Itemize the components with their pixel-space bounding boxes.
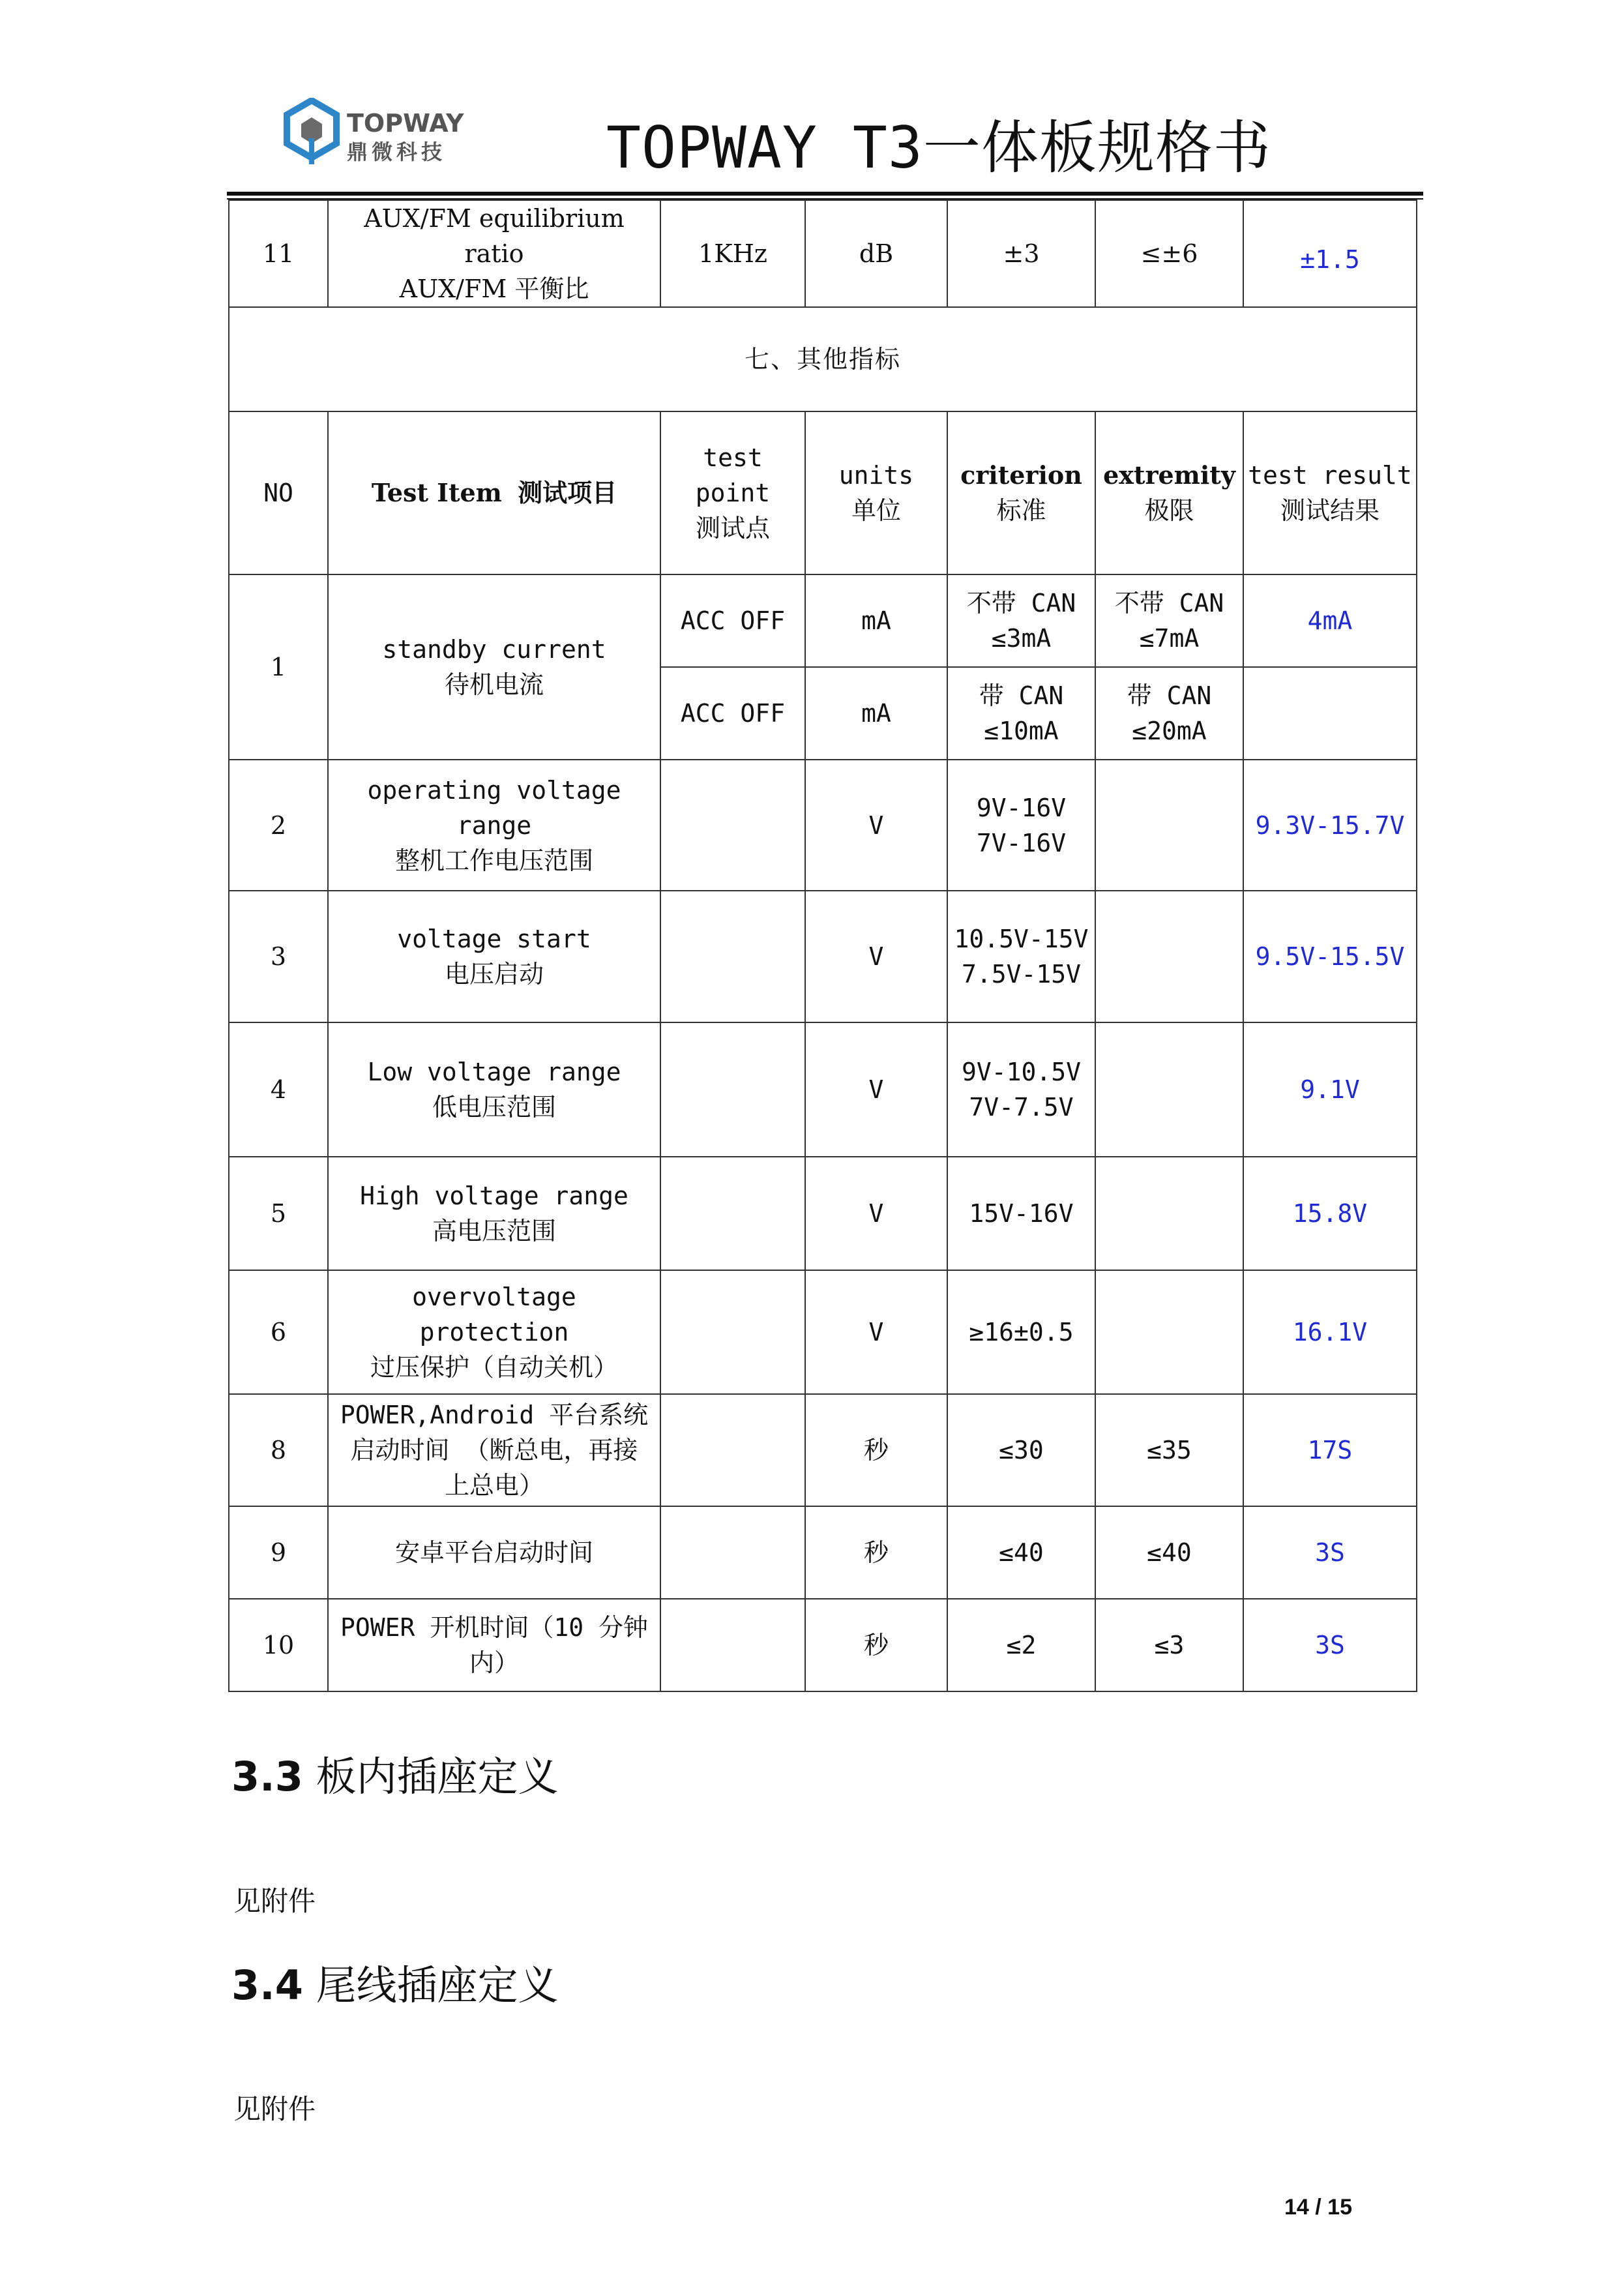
row-unit: V xyxy=(805,891,947,1022)
table-row xyxy=(229,891,1417,1022)
row-criterion: 10.5V-15V 7.5V-15V xyxy=(947,891,1095,1022)
row-extremity: ≤±6 xyxy=(1095,200,1243,307)
row-result: 3S xyxy=(1243,1599,1417,1691)
row-point xyxy=(660,891,805,1022)
table-row xyxy=(229,760,1417,891)
row-point xyxy=(660,1022,805,1157)
row-point: ACC OFF xyxy=(660,574,805,667)
row-no: 6 xyxy=(229,1270,328,1394)
row-result: 9.1V xyxy=(1243,1022,1417,1157)
section-heading: 3.4 尾线插座定义 xyxy=(231,1961,559,2009)
logo-text-en: TOPWAY xyxy=(347,109,464,138)
row-no: 10 xyxy=(229,1599,328,1691)
row-criterion: 带 CAN ≤10mA xyxy=(947,667,1095,760)
row-item: Low voltage range 低电压范围 xyxy=(328,1022,660,1157)
row-result: 9.3V-15.7V xyxy=(1243,760,1417,891)
header-no: NO xyxy=(229,411,328,574)
row-result: 9.5V-15.5V xyxy=(1243,891,1417,1022)
row-item: 安卓平台启动时间 xyxy=(328,1506,660,1599)
row-no: 1 xyxy=(229,574,328,760)
row-unit: 秒 xyxy=(805,1506,947,1599)
row-point xyxy=(660,1599,805,1691)
row-unit: V xyxy=(805,1157,947,1270)
row-point xyxy=(660,760,805,891)
row-criterion: 不带 CAN ≤3mA xyxy=(947,574,1095,667)
row-unit: mA xyxy=(805,667,947,760)
row-criterion: 15V-16V xyxy=(947,1157,1095,1270)
row-extremity xyxy=(1095,891,1243,1022)
header-criterion: criterion 标准 xyxy=(947,411,1095,574)
row-no: 2 xyxy=(229,760,328,891)
header-result: test result 测试结果 xyxy=(1243,411,1417,574)
row-point: 1KHz xyxy=(660,200,805,307)
row-extremity xyxy=(1095,1022,1243,1157)
row-unit: 秒 xyxy=(805,1599,947,1691)
row-unit: 秒 xyxy=(805,1394,947,1506)
row-result: ±1.5 xyxy=(1243,200,1417,307)
row-unit: dB xyxy=(805,200,947,307)
page-number: 14 / 15 xyxy=(1284,2195,1352,2220)
row-item: overvoltage protection 过压保护（自动关机） xyxy=(328,1270,660,1394)
section-row xyxy=(229,307,1417,411)
table-row xyxy=(229,1506,1417,1599)
row-extremity xyxy=(1095,1270,1243,1394)
row-criterion: ≥16±0.5 xyxy=(947,1270,1095,1394)
row-item: High voltage range 高电压范围 xyxy=(328,1157,660,1270)
row-criterion: 9V-10.5V 7V-7.5V xyxy=(947,1022,1095,1157)
row-item: POWER,Android 平台系统 启动时间 （断总电，再接 上总电） xyxy=(328,1394,660,1506)
section-heading: 3.3 板内插座定义 xyxy=(231,1753,559,1800)
row-unit: V xyxy=(805,760,947,891)
row-point: ACC OFF xyxy=(660,667,805,760)
logo-text-cn: 鼎微科技 xyxy=(347,140,447,164)
row-criterion: ≤40 xyxy=(947,1506,1095,1599)
row-item: AUX/FM equilibrium ratio AUX/FM 平衡比 xyxy=(328,200,660,307)
row-extremity: 带 CAN ≤20mA xyxy=(1095,667,1243,760)
company-logo xyxy=(280,98,476,170)
row-item: operating voltage range 整机工作电压范围 xyxy=(328,760,660,891)
table-row xyxy=(229,1022,1417,1157)
row-extremity: ≤35 xyxy=(1095,1394,1243,1506)
section-body: 见附件 xyxy=(233,2093,316,2125)
row-extremity: 不带 CAN ≤7mA xyxy=(1095,574,1243,667)
header-point: test point 测试点 xyxy=(660,411,805,574)
row-result: 16.1V xyxy=(1243,1270,1417,1394)
row-point xyxy=(660,1157,805,1270)
row-extremity xyxy=(1095,760,1243,891)
row-no: 5 xyxy=(229,1157,328,1270)
header-row xyxy=(229,411,1417,574)
table-row xyxy=(229,1599,1417,1691)
header-units: units 单位 xyxy=(805,411,947,574)
row-result: 17S xyxy=(1243,1394,1417,1506)
header-extremity: extremity 极限 xyxy=(1095,411,1243,574)
row-criterion: ±3 xyxy=(947,200,1095,307)
row-item: standby current 待机电流 xyxy=(328,574,660,760)
document-title: TOPWAY T3一体板规格书 xyxy=(606,114,1271,181)
table-row xyxy=(229,1394,1417,1506)
row-item: POWER 开机时间（10 分钟 内） xyxy=(328,1599,660,1691)
section-body: 见附件 xyxy=(233,1885,316,1917)
row-result xyxy=(1243,667,1417,760)
row-extremity: ≤40 xyxy=(1095,1506,1243,1599)
row-extremity xyxy=(1095,1157,1243,1270)
section-title: 七、其他指标 xyxy=(229,307,1417,411)
row-point xyxy=(660,1506,805,1599)
row-no: 9 xyxy=(229,1506,328,1599)
row-result: 4mA xyxy=(1243,574,1417,667)
header-rule xyxy=(227,192,1423,196)
row-point xyxy=(660,1394,805,1506)
header-item: Test Item 测试项目 xyxy=(328,411,660,574)
row-unit: V xyxy=(805,1270,947,1394)
row-point xyxy=(660,1270,805,1394)
row-result: 3S xyxy=(1243,1506,1417,1599)
row-criterion: ≤2 xyxy=(947,1599,1095,1691)
row-result: 15.8V xyxy=(1243,1157,1417,1270)
hexagon-logo-icon xyxy=(287,100,336,164)
row-criterion: ≤30 xyxy=(947,1394,1095,1506)
row-unit: V xyxy=(805,1022,947,1157)
row-extremity: ≤3 xyxy=(1095,1599,1243,1691)
row-no: 8 xyxy=(229,1394,328,1506)
row-criterion: 9V-16V 7V-16V xyxy=(947,760,1095,891)
row-no: 4 xyxy=(229,1022,328,1157)
spec-table xyxy=(228,200,1417,1692)
table-row xyxy=(229,1157,1417,1270)
table-row xyxy=(229,574,1417,667)
table-row xyxy=(229,1270,1417,1394)
row-no: 11 xyxy=(229,200,328,307)
table-row xyxy=(229,200,1417,307)
row-no: 3 xyxy=(229,891,328,1022)
row-unit: mA xyxy=(805,574,947,667)
row-item: voltage start 电压启动 xyxy=(328,891,660,1022)
